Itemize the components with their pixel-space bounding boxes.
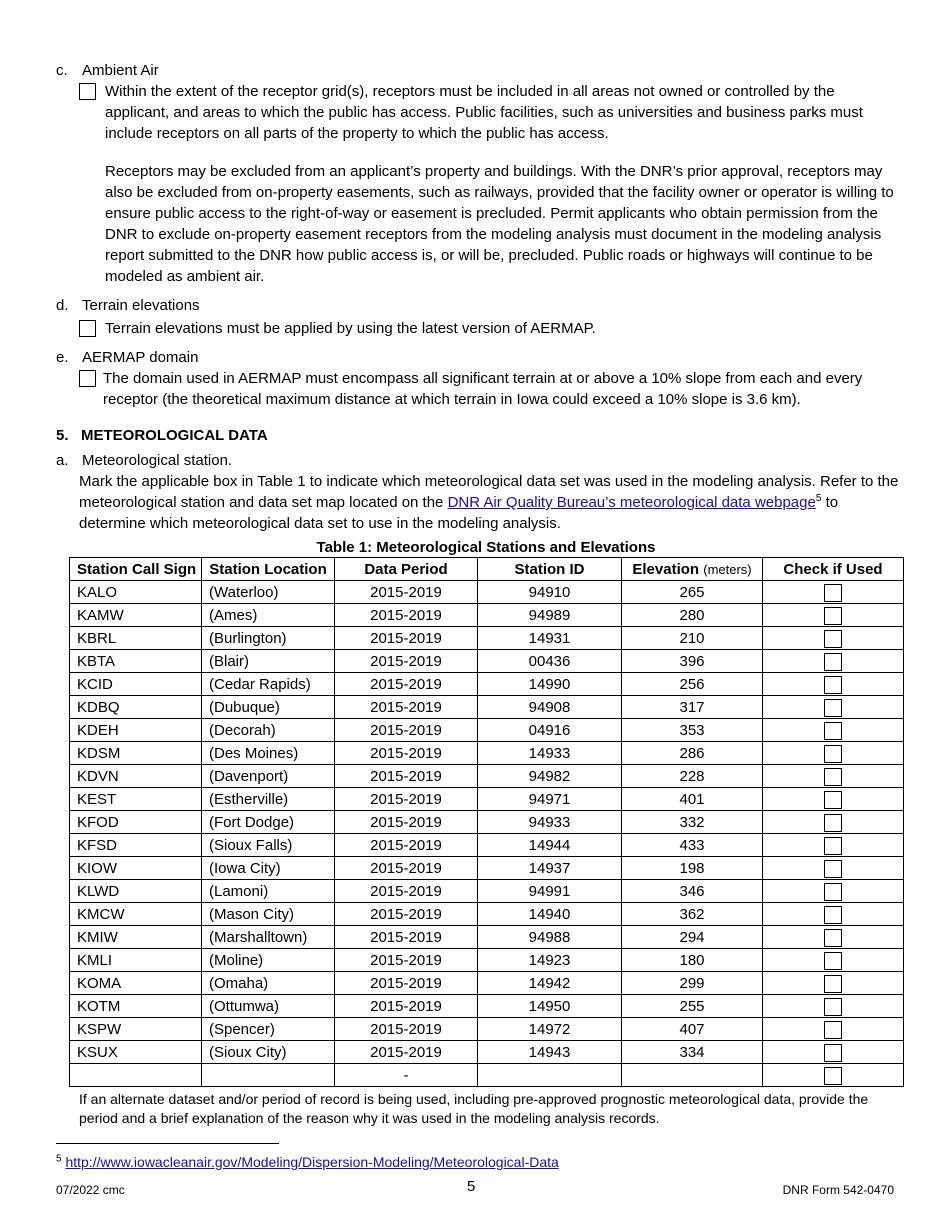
section-d-title: Terrain elevations xyxy=(82,297,200,314)
ambient-air-exclusion-paragraph: Receptors may be excluded from an applicant’s property and buildings. With the DNR’s prior approval, receptors may also be excluded from on-property easements, such as railways, provided that the facility owner or operator is willing to ensure public access to the right-of-way or easement is precluded. Permit applicants who obtain permission from the DNR to exclude on-property easement receptors from the modeling analysis must document in the modeling analysis report submitted to the DNR how public access is, or will be, precluded. Public roads or highways will continue to be modeled as ambient air. xyxy=(105,163,894,285)
check-if-used-checkbox[interactable] xyxy=(824,883,842,901)
header-location: Station Location xyxy=(202,558,335,581)
table-row xyxy=(70,627,904,650)
station-id-cell: 14990 xyxy=(478,673,622,696)
table-row xyxy=(70,972,904,995)
section-d-marker: d. xyxy=(56,297,69,314)
station-id-cell: 14950 xyxy=(478,995,622,1018)
table-header-row xyxy=(70,558,904,581)
table-caption: Table 1: Meteorological Stations and Elevations xyxy=(316,539,656,556)
elevation-cell: 353 xyxy=(622,719,763,742)
elevation-cell: 265 xyxy=(622,581,763,604)
station-location-cell: (Waterloo) xyxy=(202,581,335,604)
elevation-cell: 280 xyxy=(622,604,763,627)
instructions-text-after-link: to determine which meteorological data set to use in the modeling analysis. xyxy=(79,494,839,532)
footnote-divider xyxy=(56,1143,279,1144)
met-station-instructions xyxy=(79,471,899,534)
data-period-cell: 2015-2019 xyxy=(335,1018,478,1041)
check-if-used-cell xyxy=(763,995,904,1018)
footnote-url-link[interactable]: http://www.iowacleanair.gov/Modeling/Dispersion-Modeling/Meteorological-Data xyxy=(65,1154,559,1170)
terrain-elevations-text: Terrain elevations must be applied by using the latest version of AERMAP. xyxy=(105,320,596,337)
elevation-cell: 332 xyxy=(622,811,763,834)
station-location-cell: (Sioux City) xyxy=(202,1041,335,1064)
elevation-cell: 401 xyxy=(622,788,763,811)
check-if-used-checkbox[interactable] xyxy=(824,607,842,625)
check-if-used-cell xyxy=(763,926,904,949)
section-5a-marker: a. xyxy=(56,452,69,469)
check-if-used-checkbox[interactable] xyxy=(824,653,842,671)
ambient-air-requirement-text: Within the extent of the receptor grid(s), receptors must be included in all areas not owned or controlled by the applicant, and areas to which the public has access. Public facilities, such as universities and business parks must include receptors on all parts of the property to which the public has access. xyxy=(105,83,863,142)
station-call-sign-cell: KAMW xyxy=(70,604,202,627)
table-row xyxy=(70,995,904,1018)
header-elevation-label: Elevation xyxy=(632,560,700,578)
station-location-cell: (Decorah) xyxy=(202,719,335,742)
station-id-cell: 14923 xyxy=(478,949,622,972)
station-call-sign-cell: KDEH xyxy=(70,719,202,742)
elevation-cell: 334 xyxy=(622,1041,763,1064)
station-call-sign-cell: KOTM xyxy=(70,995,202,1018)
section-5-heading: 5. METEOROLOGICAL DATA xyxy=(56,427,268,444)
header-data-period: Data Period xyxy=(335,558,478,581)
station-location-cell: (Dubuque) xyxy=(202,696,335,719)
check-if-used-checkbox[interactable] xyxy=(824,860,842,878)
section-c-title: Ambient Air xyxy=(82,62,159,79)
footer-revision: 07/2022 cmc xyxy=(56,1183,125,1197)
table-row xyxy=(70,857,904,880)
header-station-id: Station ID xyxy=(478,558,622,581)
station-id-cell: 94982 xyxy=(478,765,622,788)
elevation-cell: 198 xyxy=(622,857,763,880)
data-period-cell: 2015-2019 xyxy=(335,742,478,765)
footnote-ref: 5 xyxy=(815,493,822,504)
elevation-cell: 255 xyxy=(622,995,763,1018)
check-if-used-cell xyxy=(763,903,904,926)
station-id-cell xyxy=(478,1064,622,1087)
check-if-used-checkbox[interactable] xyxy=(824,791,842,809)
data-period-cell: - xyxy=(335,1064,478,1087)
check-if-used-checkbox[interactable] xyxy=(824,676,842,694)
elevation-cell: 286 xyxy=(622,742,763,765)
station-call-sign-cell: KMCW xyxy=(70,903,202,926)
check-if-used-checkbox[interactable] xyxy=(824,1067,842,1085)
table-row xyxy=(70,581,904,604)
elevation-cell: 228 xyxy=(622,765,763,788)
station-call-sign-cell: KOMA xyxy=(70,972,202,995)
terrain-elevations-checkbox[interactable] xyxy=(79,320,96,337)
station-id-cell: 14943 xyxy=(478,1041,622,1064)
table-row xyxy=(70,1018,904,1041)
station-call-sign-cell: KCID xyxy=(70,673,202,696)
station-call-sign-cell: KSUX xyxy=(70,1041,202,1064)
elevation-cell: 256 xyxy=(622,673,763,696)
data-period-cell: 2015-2019 xyxy=(335,650,478,673)
table-row xyxy=(70,880,904,903)
station-call-sign-cell: KMLI xyxy=(70,949,202,972)
station-id-cell: 94910 xyxy=(478,581,622,604)
check-if-used-cell xyxy=(763,696,904,719)
header-check-if-used: Check if Used xyxy=(763,558,904,581)
station-location-cell: (Sioux Falls) xyxy=(202,834,335,857)
elevation-cell: 299 xyxy=(622,972,763,995)
footnote-number: 5 xyxy=(56,1153,62,1165)
station-call-sign-cell: KBTA xyxy=(70,650,202,673)
section-5a-title: Meteorological station. xyxy=(82,452,233,469)
station-id-cell: 14937 xyxy=(478,857,622,880)
station-call-sign-cell xyxy=(70,1064,202,1087)
aermap-domain-text: The domain used in AERMAP must encompass all significant terrain at or above a 10% slope from each and every receptor (the theoretical maximum distance at which terrain in Iowa could exceed a 10% slope is 3.6 km). xyxy=(103,370,863,408)
data-period-cell: 2015-2019 xyxy=(335,903,478,926)
data-period-cell: 2015-2019 xyxy=(335,788,478,811)
header-elevation-unit: (meters) xyxy=(703,561,752,577)
data-period-cell: 2015-2019 xyxy=(335,581,478,604)
data-period-cell: 2015-2019 xyxy=(335,926,478,949)
table-row xyxy=(70,650,904,673)
table-row xyxy=(70,719,904,742)
table-row xyxy=(70,949,904,972)
table-row xyxy=(70,811,904,834)
station-id-cell: 14972 xyxy=(478,1018,622,1041)
station-location-cell: (Blair) xyxy=(202,650,335,673)
section-c-marker: c. xyxy=(56,62,68,79)
check-if-used-cell xyxy=(763,1018,904,1041)
alternate-dataset-note: If an alternate dataset and/or period of record is being used, including pre-approved prognostic meteorological data, provide the period and a brief explanation of the reason why it was used in the modeling analysis records. xyxy=(79,1091,869,1126)
check-if-used-cell xyxy=(763,719,904,742)
station-id-cell: 14933 xyxy=(478,742,622,765)
table-row xyxy=(70,1041,904,1064)
check-if-used-cell xyxy=(763,972,904,995)
check-if-used-checkbox[interactable] xyxy=(824,768,842,786)
section-e-marker: e. xyxy=(56,349,69,366)
station-call-sign-cell: KFSD xyxy=(70,834,202,857)
check-if-used-cell xyxy=(763,857,904,880)
check-if-used-cell xyxy=(763,581,904,604)
data-period-cell: 2015-2019 xyxy=(335,995,478,1018)
data-period-cell: 2015-2019 xyxy=(335,696,478,719)
station-id-cell: 14940 xyxy=(478,903,622,926)
check-if-used-checkbox[interactable] xyxy=(824,1044,842,1062)
check-if-used-checkbox[interactable] xyxy=(824,837,842,855)
check-if-used-cell xyxy=(763,673,904,696)
station-id-cell: 94988 xyxy=(478,926,622,949)
elevation-cell: 407 xyxy=(622,1018,763,1041)
station-call-sign-cell: KDBQ xyxy=(70,696,202,719)
station-id-cell: 04916 xyxy=(478,719,622,742)
check-if-used-checkbox[interactable] xyxy=(824,1021,842,1039)
station-id-cell: 14944 xyxy=(478,834,622,857)
check-if-used-cell xyxy=(763,765,904,788)
station-call-sign-cell: KDVN xyxy=(70,765,202,788)
footnote xyxy=(56,1152,559,1173)
check-if-used-cell xyxy=(763,604,904,627)
elevation-cell: 396 xyxy=(622,650,763,673)
table-row xyxy=(70,788,904,811)
station-location-cell: (Iowa City) xyxy=(202,857,335,880)
instructions-text-before-link: Mark the applicable box in Table 1 to indicate which meteorological data set was used in the modeling analysis. Refer to the meteorological station and data set map located on the xyxy=(79,473,899,511)
table-row xyxy=(70,742,904,765)
station-location-cell: (Cedar Rapids) xyxy=(202,673,335,696)
check-if-used-checkbox[interactable] xyxy=(824,952,842,970)
station-id-cell: 94989 xyxy=(478,604,622,627)
table-row xyxy=(70,604,904,627)
station-id-cell: 94933 xyxy=(478,811,622,834)
check-if-used-checkbox[interactable] xyxy=(824,998,842,1016)
elevation-cell: 346 xyxy=(622,880,763,903)
check-if-used-cell xyxy=(763,811,904,834)
data-period-cell: 2015-2019 xyxy=(335,604,478,627)
station-id-cell: 94971 xyxy=(478,788,622,811)
check-if-used-cell xyxy=(763,1064,904,1087)
table-row xyxy=(70,834,904,857)
elevation-cell xyxy=(622,1064,763,1087)
station-call-sign-cell: KLWD xyxy=(70,880,202,903)
elevation-cell: 210 xyxy=(622,627,763,650)
station-location-cell: (Moline) xyxy=(202,949,335,972)
footer-form-number: DNR Form 542-0470 xyxy=(782,1183,894,1197)
station-call-sign-cell: KBRL xyxy=(70,627,202,650)
station-location-cell xyxy=(202,1064,335,1087)
check-if-used-cell xyxy=(763,742,904,765)
station-location-cell: (Omaha) xyxy=(202,972,335,995)
data-period-cell: 2015-2019 xyxy=(335,880,478,903)
station-location-cell: (Des Moines) xyxy=(202,742,335,765)
check-if-used-cell xyxy=(763,834,904,857)
check-if-used-cell xyxy=(763,1041,904,1064)
check-if-used-cell xyxy=(763,880,904,903)
ambient-air-checkbox[interactable] xyxy=(79,83,96,100)
table-body xyxy=(70,581,904,1087)
check-if-used-checkbox[interactable] xyxy=(824,745,842,763)
station-location-cell: (Marshalltown) xyxy=(202,926,335,949)
aermap-domain-checkbox[interactable] xyxy=(79,370,96,387)
check-if-used-checkbox[interactable] xyxy=(824,630,842,648)
data-period-cell: 2015-2019 xyxy=(335,719,478,742)
station-location-cell: (Ottumwa) xyxy=(202,995,335,1018)
data-period-cell: 2015-2019 xyxy=(335,765,478,788)
check-if-used-checkbox[interactable] xyxy=(824,814,842,832)
station-location-cell: (Mason City) xyxy=(202,903,335,926)
check-if-used-cell xyxy=(763,650,904,673)
table-row xyxy=(70,903,904,926)
met-data-webpage-link[interactable]: DNR Air Quality Bureau’s meteorological data webpage xyxy=(447,494,816,511)
station-location-cell: (Fort Dodge) xyxy=(202,811,335,834)
data-period-cell: 2015-2019 xyxy=(335,949,478,972)
table-row xyxy=(70,1064,904,1087)
check-if-used-cell xyxy=(763,627,904,650)
data-period-cell: 2015-2019 xyxy=(335,857,478,880)
header-elevation xyxy=(622,558,763,581)
data-period-cell: 2015-2019 xyxy=(335,673,478,696)
station-call-sign-cell: KFOD xyxy=(70,811,202,834)
data-period-cell: 2015-2019 xyxy=(335,811,478,834)
station-call-sign-cell: KALO xyxy=(70,581,202,604)
elevation-cell: 317 xyxy=(622,696,763,719)
station-location-cell: (Davenport) xyxy=(202,765,335,788)
station-call-sign-cell: KIOW xyxy=(70,857,202,880)
station-location-cell: (Estherville) xyxy=(202,788,335,811)
station-call-sign-cell: KEST xyxy=(70,788,202,811)
station-location-cell: (Lamoni) xyxy=(202,880,335,903)
check-if-used-cell xyxy=(763,949,904,972)
elevation-cell: 180 xyxy=(622,949,763,972)
station-location-cell: (Spencer) xyxy=(202,1018,335,1041)
station-id-cell: 00436 xyxy=(478,650,622,673)
station-location-cell: (Ames) xyxy=(202,604,335,627)
station-id-cell: 94908 xyxy=(478,696,622,719)
check-if-used-checkbox[interactable] xyxy=(824,929,842,947)
station-id-cell: 94991 xyxy=(478,880,622,903)
check-if-used-checkbox[interactable] xyxy=(824,722,842,740)
header-call-sign: Station Call Sign xyxy=(70,558,202,581)
table-row xyxy=(70,696,904,719)
station-id-cell: 14942 xyxy=(478,972,622,995)
station-call-sign-cell: KDSM xyxy=(70,742,202,765)
station-call-sign-cell: KSPW xyxy=(70,1018,202,1041)
met-stations-table xyxy=(69,557,904,1087)
table-row xyxy=(70,673,904,696)
check-if-used-checkbox[interactable] xyxy=(824,584,842,602)
data-period-cell: 2015-2019 xyxy=(335,972,478,995)
check-if-used-checkbox[interactable] xyxy=(824,975,842,993)
elevation-cell: 433 xyxy=(622,834,763,857)
section-e-title: AERMAP domain xyxy=(82,349,199,366)
data-period-cell: 2015-2019 xyxy=(335,834,478,857)
elevation-cell: 362 xyxy=(622,903,763,926)
station-call-sign-cell: KMIW xyxy=(70,926,202,949)
check-if-used-checkbox[interactable] xyxy=(824,699,842,717)
data-period-cell: 2015-2019 xyxy=(335,627,478,650)
data-period-cell: 2015-2019 xyxy=(335,1041,478,1064)
elevation-cell: 294 xyxy=(622,926,763,949)
table-row xyxy=(70,926,904,949)
station-location-cell: (Burlington) xyxy=(202,627,335,650)
table-row xyxy=(70,765,904,788)
station-id-cell: 14931 xyxy=(478,627,622,650)
page-number: 5 xyxy=(467,1178,476,1195)
check-if-used-checkbox[interactable] xyxy=(824,906,842,924)
check-if-used-cell xyxy=(763,788,904,811)
